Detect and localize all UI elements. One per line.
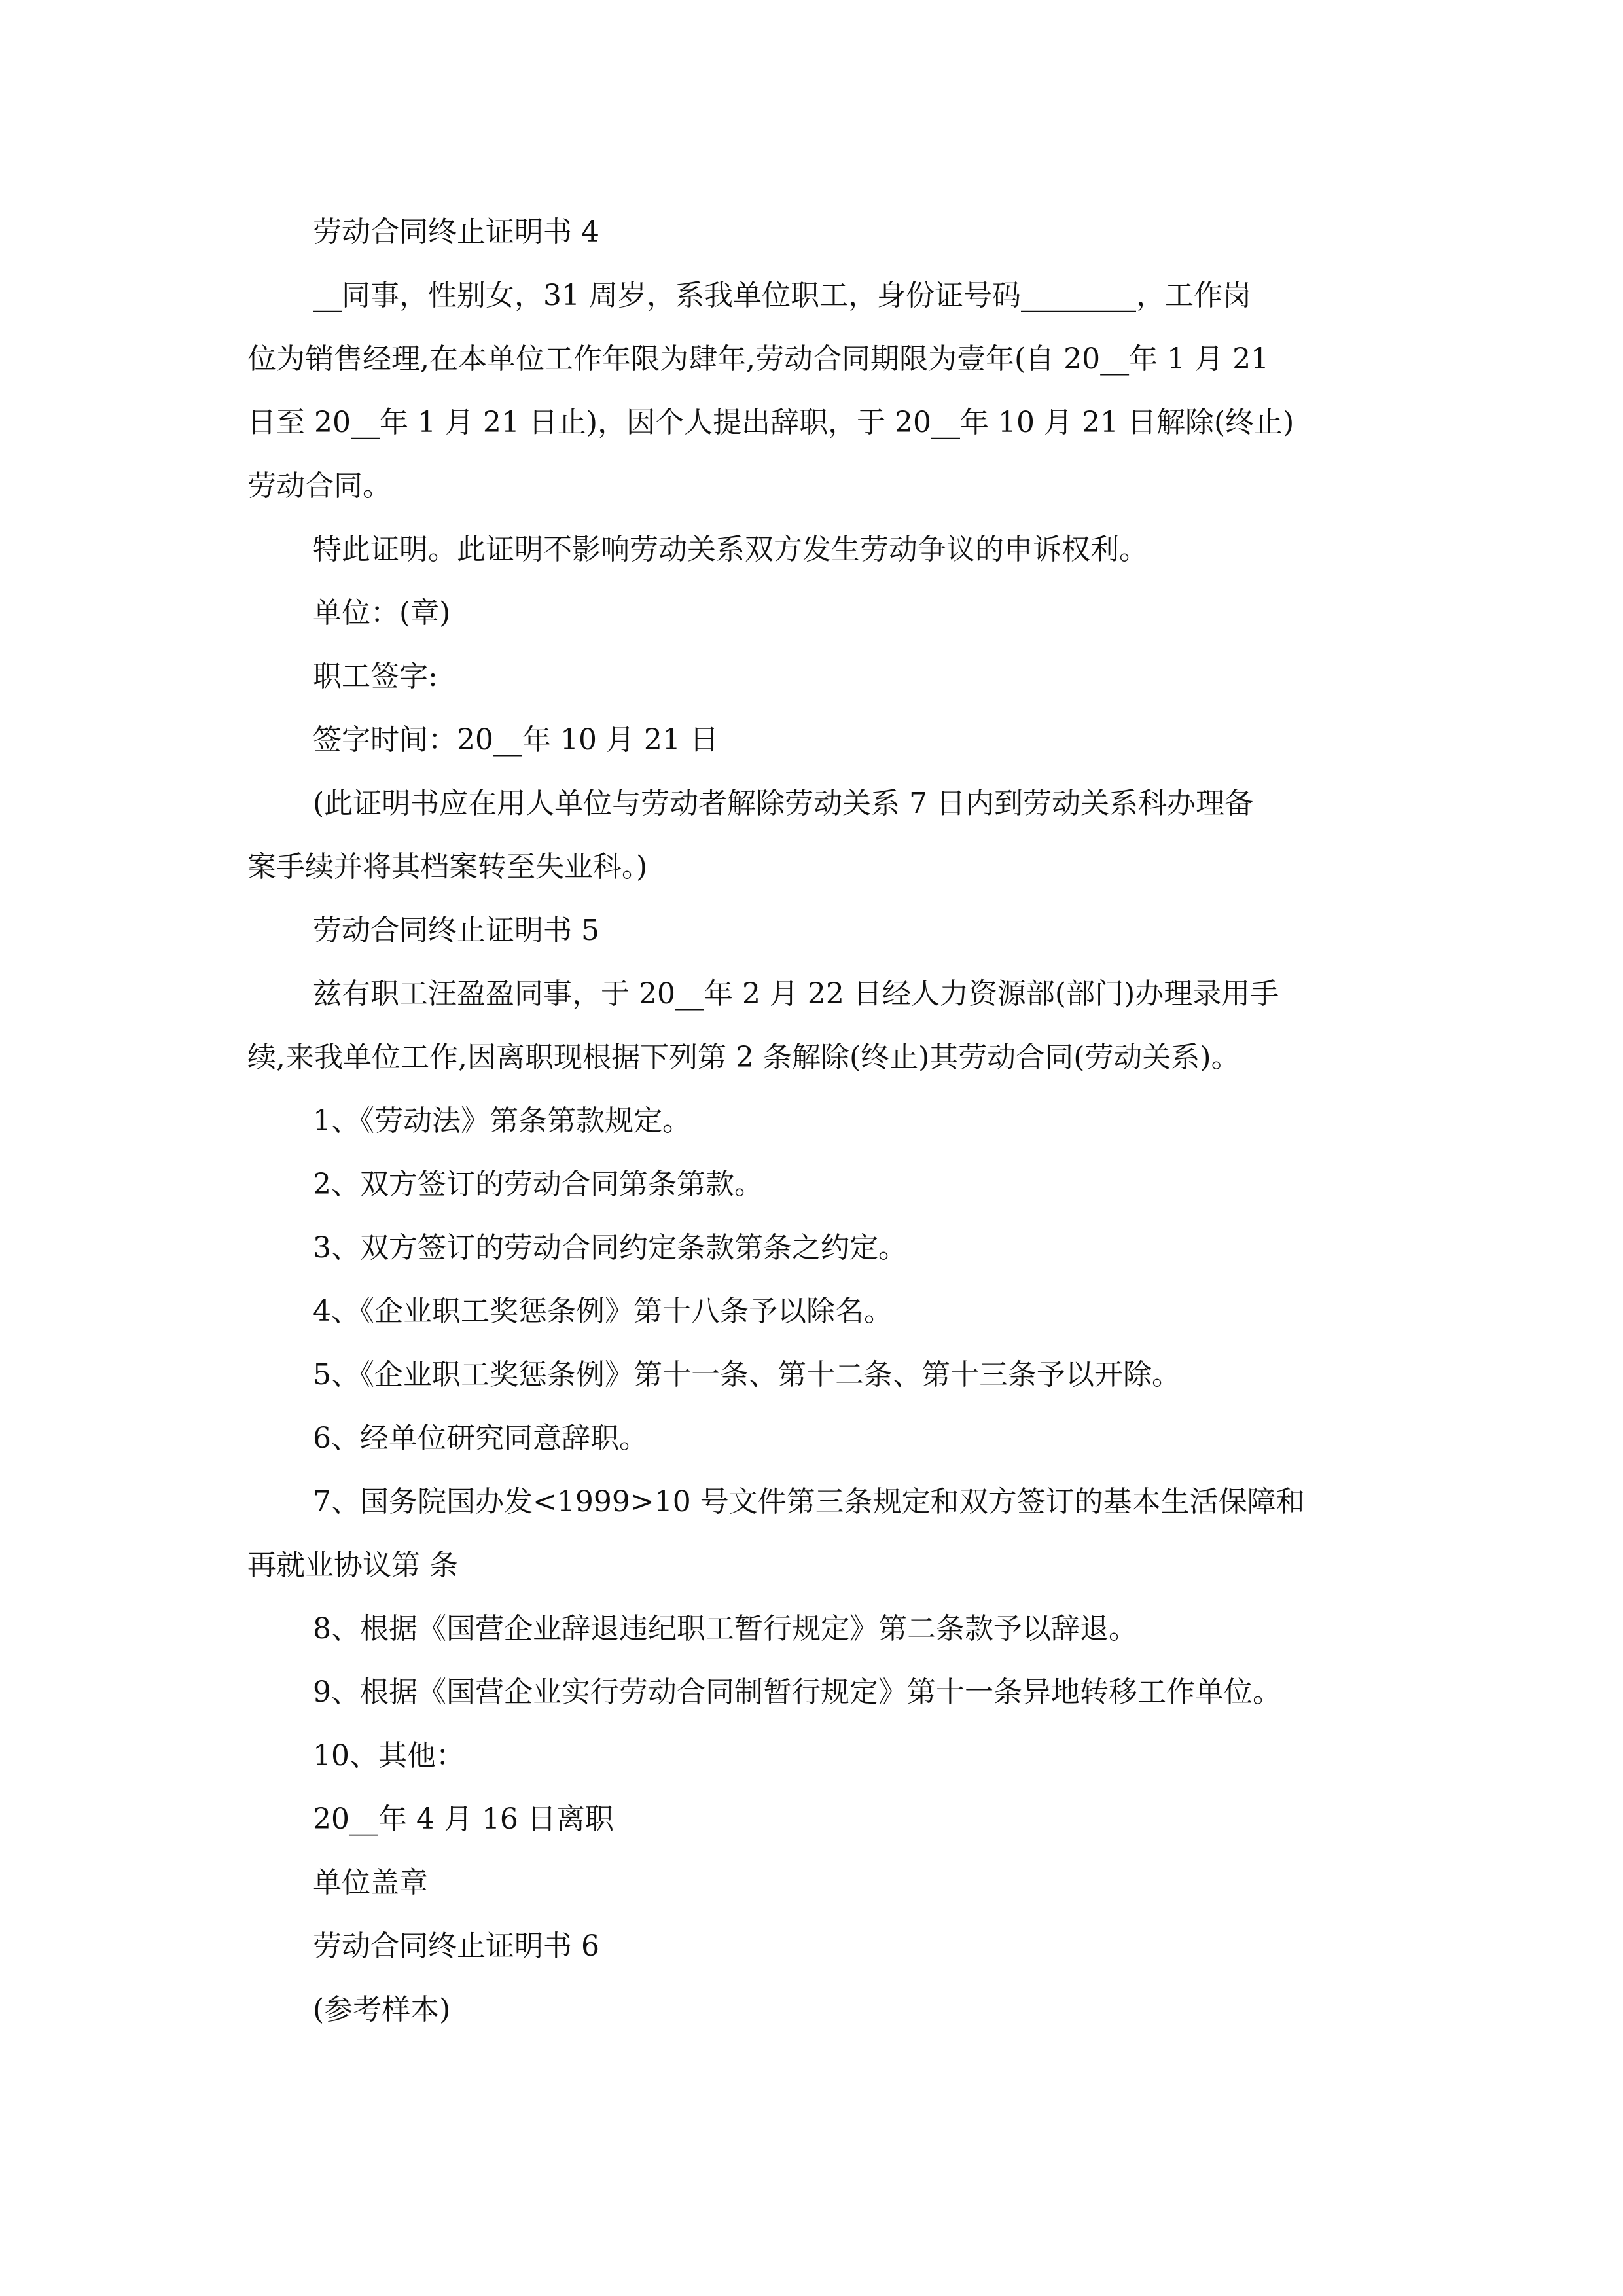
section5-leave-date: 20__年 4 月 16 日离职 <box>313 1803 614 1836</box>
section4-statement: 特此证明。此证明不影响劳动关系双方发生劳动争议的申诉权利。 <box>313 533 1148 566</box>
section4-employee-signature: 职工签字: <box>313 660 438 693</box>
section5-unit-seal: 单位盖章 <box>313 1866 428 1899</box>
section5-item-3: 3、双方签订的劳动合同约定条款第条之约定。 <box>313 1231 907 1265</box>
section5-item-2: 2、双方签订的劳动合同第条第款。 <box>313 1168 763 1201</box>
section4-title: 劳动合同终止证明书 4 <box>313 215 599 249</box>
section4-sign-time: 签字时间：20__年 10 月 21 日 <box>313 723 719 757</box>
section5-item-10: 10、其他： <box>313 1739 465 1772</box>
section4-body-line-2: 位为销售经理,在本单位工作年限为肆年,劳动合同期限为壹年(自 20__年 1 月 21 <box>247 342 1270 376</box>
section5-item-7-line-2: 再就业协议第 条 <box>247 1549 458 1582</box>
section4-body-line-4: 劳动合同。 <box>247 469 391 503</box>
section4-body-line-1: __同事，性别女，31 周岁，系我单位职工，身份证号码________，工作岗 <box>313 279 1251 312</box>
section4-unit-stamp: 单位：(章) <box>313 596 451 630</box>
section5-item-9: 9、根据《国营企业实行劳动合同制暂行规定》第十一条异地转移工作单位。 <box>313 1676 1281 1709</box>
section4-note-line-2: 案手续并将其档案转至失业科。) <box>247 850 648 884</box>
section6-title: 劳动合同终止证明书 6 <box>313 1929 599 1963</box>
section5-intro-line-2: 续,来我单位工作,因离职现根据下列第 2 条解除(终止)其劳动合同(劳动关系)。 <box>247 1041 1240 1074</box>
section5-item-7-line-1: 7、国务院国办发<1999>10 号文件第三条规定和双方签订的基本生活保障和 <box>313 1485 1305 1518</box>
section6-subtitle: (参考样本) <box>313 1993 451 2026</box>
section5-item-5: 5、《企业职工奖惩条例》第十一条、第十二条、第十三条予以开除。 <box>313 1358 1181 1391</box>
section5-item-1: 1、《劳动法》第条第款规定。 <box>313 1104 691 1138</box>
section5-title: 劳动合同终止证明书 5 <box>313 914 599 947</box>
section4-body-line-3: 日至 20__年 1 月 21 日止)，因个人提出辞职，于 20__年 10 月 21 日解除(终止) <box>247 406 1294 439</box>
section5-item-6: 6、经单位研究同意辞职。 <box>313 1422 648 1455</box>
section5-item-4: 4、《企业职工奖惩条例》第十八条予以除名。 <box>313 1295 893 1328</box>
section4-note-line-1: (此证明书应在用人单位与劳动者解除劳动关系 7 日内到劳动关系科办理备 <box>313 787 1254 820</box>
section5-intro-line-1: 兹有职工汪盈盈同事，于 20__年 2 月 22 日经人力资源部(部门)办理录用手 <box>313 977 1279 1011</box>
section5-item-8: 8、根据《国营企业辞退违纪职工暂行规定》第二条款予以辞退。 <box>313 1612 1137 1645</box>
